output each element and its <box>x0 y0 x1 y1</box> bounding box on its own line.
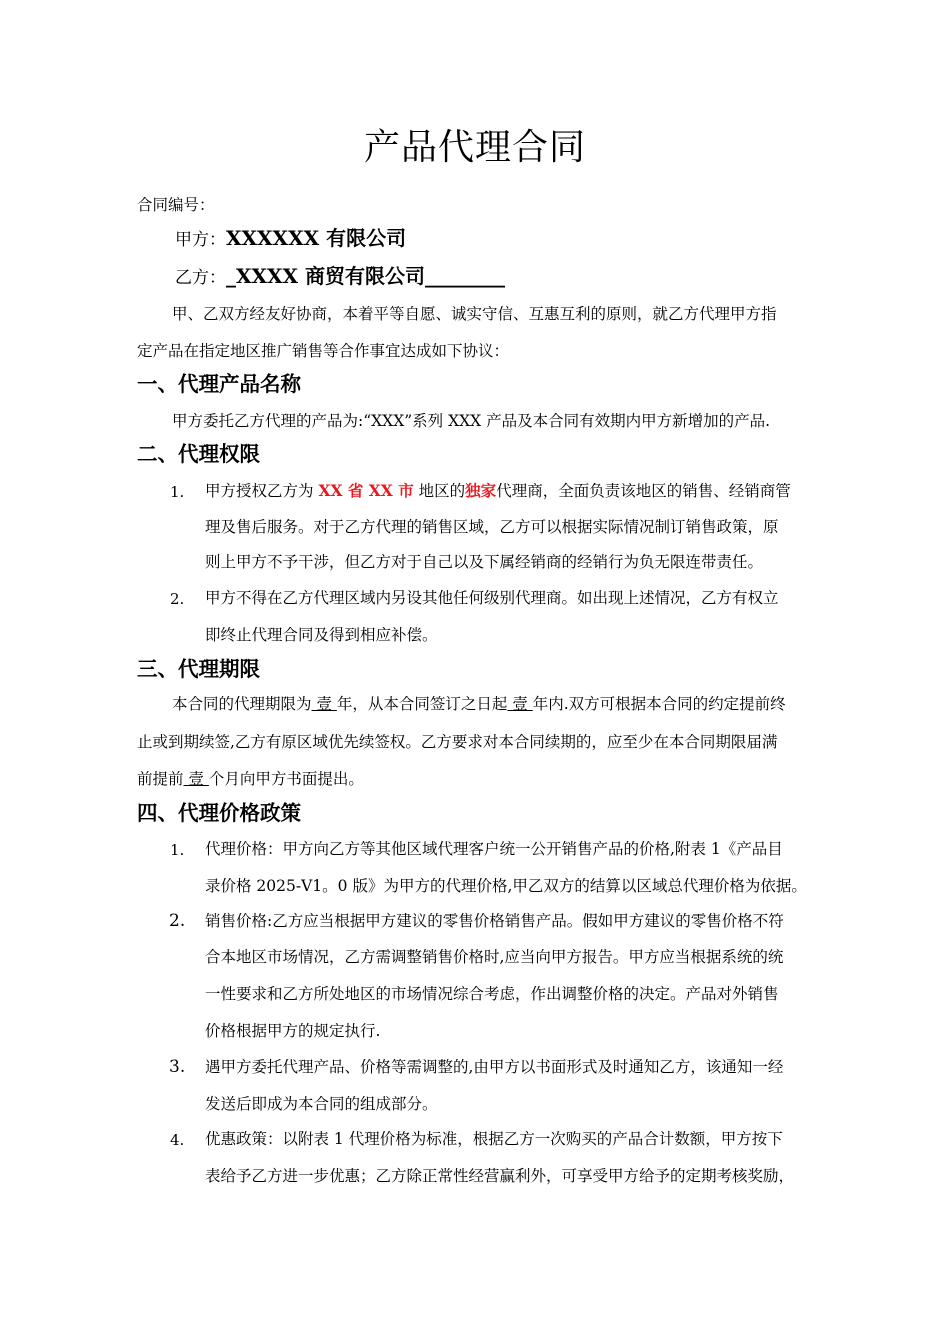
section-3-line-1 <box>172 693 786 715</box>
list-number: 1. <box>170 841 185 859</box>
document-title: 产品代理合同 <box>363 127 586 168</box>
section-3-line-2: 止或到期续签,乙方有原区域优先续签权。乙方要求对本合同续期的，应至少在本合同期限届满 <box>137 733 778 751</box>
term-value: 壹 <box>183 770 209 788</box>
section-2-item-1-line-1 <box>205 480 791 502</box>
section-1-text: 甲方委托乙方代理的产品为:“XXX”系列 XXX 产品及本合同有效期内甲方新增加的产品. <box>172 412 771 430</box>
section-4-item-2-line-2: 合本地区市场情况，乙方需调整销售价格时,应当向甲方报告。甲方应当根据系统的统 <box>205 948 784 966</box>
list-number: 2. <box>170 590 185 608</box>
region-highlight: XX 省 XX 市 <box>318 481 414 500</box>
section-2-item-1-line-2: 理及售后服务。对于乙方代理的销售区域，乙方可以根据实际情况制订销售政策，原 <box>205 518 779 536</box>
party-a <box>175 224 406 254</box>
party-a-name: XXXXXX 有限公司 <box>226 226 407 250</box>
text-segment: 本合同的代理期限为 <box>172 695 312 713</box>
section-4-item-4-line-1: 优惠政策：以附表 1 代理价格为标准，根据乙方一次购买的产品合计数额，甲方按下 <box>205 1130 783 1148</box>
section-2-item-2-line-1: 甲方不得在乙方代理区域内另设其他任何级别代理商。如出现上述情况，乙方有权立 <box>205 589 779 607</box>
section-4-item-1-line-1: 代理价格：甲方向乙方等其他区域代理客户统一公开销售产品的价格,附表 1《产品目 <box>205 840 783 858</box>
list-number: 1. <box>170 483 185 501</box>
text-segment: 年内.双方可根据本合同的约定提前终 <box>532 695 786 713</box>
section-3-line-3 <box>137 768 364 790</box>
text-segment: 个月向甲方书面提出。 <box>208 770 364 788</box>
party-b-name: _XXXX 商贸有限公司________ <box>226 264 506 288</box>
section-4-item-4-line-2: 表给予乙方进一步优惠；乙方除正常性经营赢利外，可享受甲方给予的定期考核奖励， <box>205 1167 795 1185</box>
section-2-heading: 二、代理权限 <box>137 442 260 466</box>
section-2-item-1-line-3: 则上甲方不予干涉，但乙方对于自己以及下属经销商的经销行为负无限连带责任。 <box>205 553 764 571</box>
contract-number-label: 合同编号： <box>137 196 215 214</box>
intro-line-1: 甲、乙双方经友好协商，本着平等自愿、诚实守信、互惠互利的原则，就乙方代理甲方指 <box>172 305 777 323</box>
party-b <box>175 262 505 292</box>
section-4-heading: 四、代理价格政策 <box>137 801 301 825</box>
text-segment: 前提前 <box>137 770 184 788</box>
party-b-label: 乙方： <box>175 268 226 288</box>
section-2-item-2-line-2: 即终止代理合同及得到相应补偿。 <box>205 626 438 644</box>
text-segment: 甲方授权乙方为 <box>205 482 319 500</box>
list-number: 3. <box>169 1057 186 1077</box>
section-3-heading: 三、代理期限 <box>137 657 260 681</box>
section-4-item-1-line-2: 录价格 2025-V1。0 版》为甲方的代理价格,甲乙双方的结算以区域总代理价格为依据。 <box>205 877 807 895</box>
section-4-item-2-line-3: 一性要求和乙方所处地区的市场情况综合考虑，作出调整价格的决定。产品对外销售 <box>205 985 779 1003</box>
term-value: 壹 <box>311 695 337 713</box>
list-number: 2. <box>169 911 186 931</box>
text-segment: 年，从本合同签订之日起 <box>336 695 508 713</box>
section-4-item-3-line-1: 遇甲方委托代理产品、价格等需调整的,由甲方以书面形式及时通知乙方，该通知一经 <box>205 1058 784 1076</box>
list-number: 4. <box>170 1131 185 1149</box>
text-segment: 地区的 <box>413 482 466 500</box>
intro-line-2: 定产品在指定地区推广销售等合作事宜达成如下协议： <box>137 342 510 360</box>
exclusive-highlight: 独家 <box>465 481 497 500</box>
party-a-label: 甲方： <box>175 230 226 250</box>
section-4-item-2-line-4: 价格根据甲方的规定执行. <box>205 1022 381 1040</box>
section-1-heading: 一、代理产品名称 <box>137 372 301 396</box>
text-segment: 代理商，全面负责该地区的销售、经销商管 <box>496 482 791 500</box>
term-value: 壹 <box>507 695 533 713</box>
section-4-item-3-line-2: 发送后即成为本合同的组成部分。 <box>205 1095 438 1113</box>
section-4-item-2-line-1: 销售价格:乙方应当根据甲方建议的零售价格销售产品。假如甲方建议的零售价格不符 <box>205 912 784 930</box>
